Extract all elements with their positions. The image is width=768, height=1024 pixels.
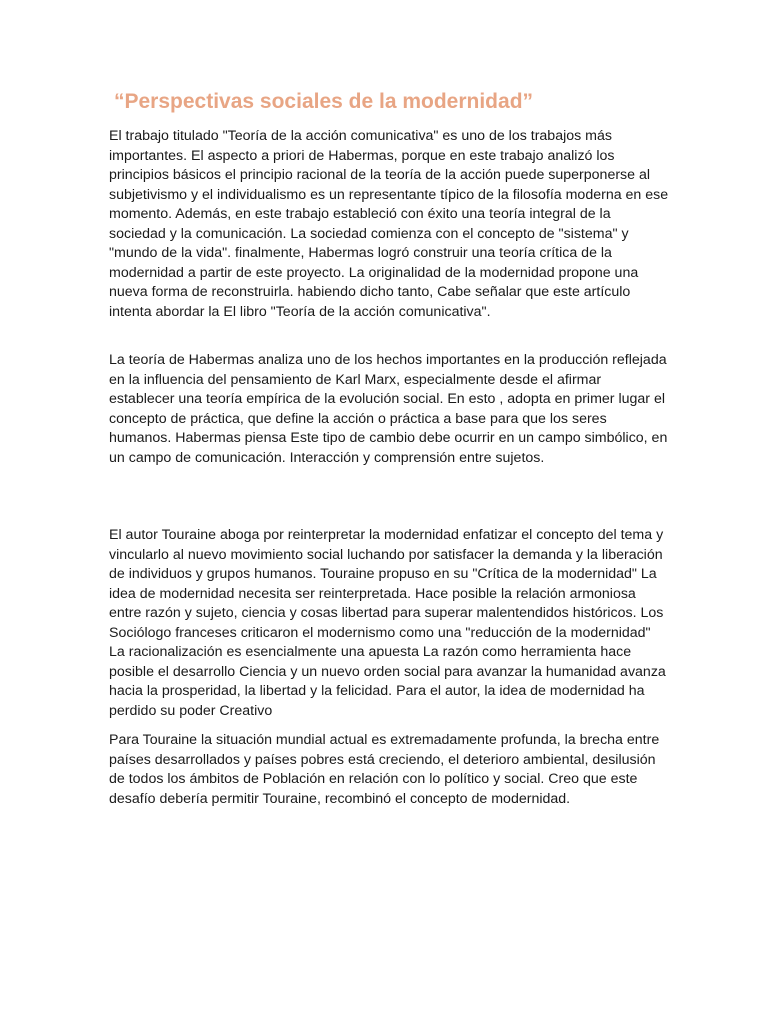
paragraph-habermas-theory: La teoría de Habermas analiza uno de los hechos importantes en la producción reflejada en la influencia del pensamiento de Karl Marx, especialmente desde el afirmar establecer una teoría empírica de la evolución social. En esto , adopta en primer lugar el concepto de práctica, que define la acción o práctica a base para que los seres humanos. Habermas piensa Este tipo de cambio debe ocurrir en un campo simbólico, en un campo de comunicación. Interacción y comprensión entre sujetos. xyxy=(109,352,668,466)
paragraph-habermas-intro: El trabajo titulado "Teoría de la acción comunicativa" es uno de los trabajos más importantes. El aspecto a priori de Habermas, porque en este trabajo analizó los principios básicos el principio racional de la teoría de la acción puede superponerse al subjetivismo y el individualismo es un representante típico de la filosofía moderna en ese momento. Además, en este trabajo estableció con éxito una teoría integral de la sociedad y la comunicación. La sociedad comienza con el concepto de "sistema" y "mundo de la vida". finalmente, Habermas logró construir una teoría crítica de la modernidad a partir de este proyecto. La originalidad de la modernidad propone una nueva forma de reconstruirla. habiendo dicho tanto, Cabe señalar que este artículo intenta abordar la El libro "Teoría de la acción comunicativa". xyxy=(109,128,669,320)
paragraph-touraine-modernity: El autor Touraine aboga por reinterpretar la modernidad enfatizar el concepto del tema y vincularlo al nuevo movimiento social luchando por satisfacer la demanda y la liberación de individuos y grupos humanos. Touraine propuso en su "Crítica de la modernidad" La idea de modernidad necesita ser reinterpretada. Hace posible la relación armoniosa entre razón y sujeto, ciencia y cosas libertad para superar malentendidos históricos. Los Sociólogo franceses criticaron el modernismo como una "reducción de la modernidad" La racionalización es esencialmente una apuesta La razón como herramienta hace posible el desarrollo Ciencia y un nuevo orden social para avanzar la humanidad avanza hacia la prosperidad, la libertad y la felicidad. Para el autor, la idea de modernidad ha perdido su poder Creativo xyxy=(109,527,666,719)
paragraph-touraine-world-situation: Para Touraine la situación mundial actual es extremadamente profunda, la brecha entre países desarrollados y países pobres está creciendo, el deterioro ambiental, desilusión de todos los ámbitos de Población en relación con lo político y social. Creo que este desafío debería permitir Touraine, recombinó el concepto de modernidad. xyxy=(109,732,660,807)
document-title: “Perspectivas sociales de la modernidad” xyxy=(114,90,534,113)
